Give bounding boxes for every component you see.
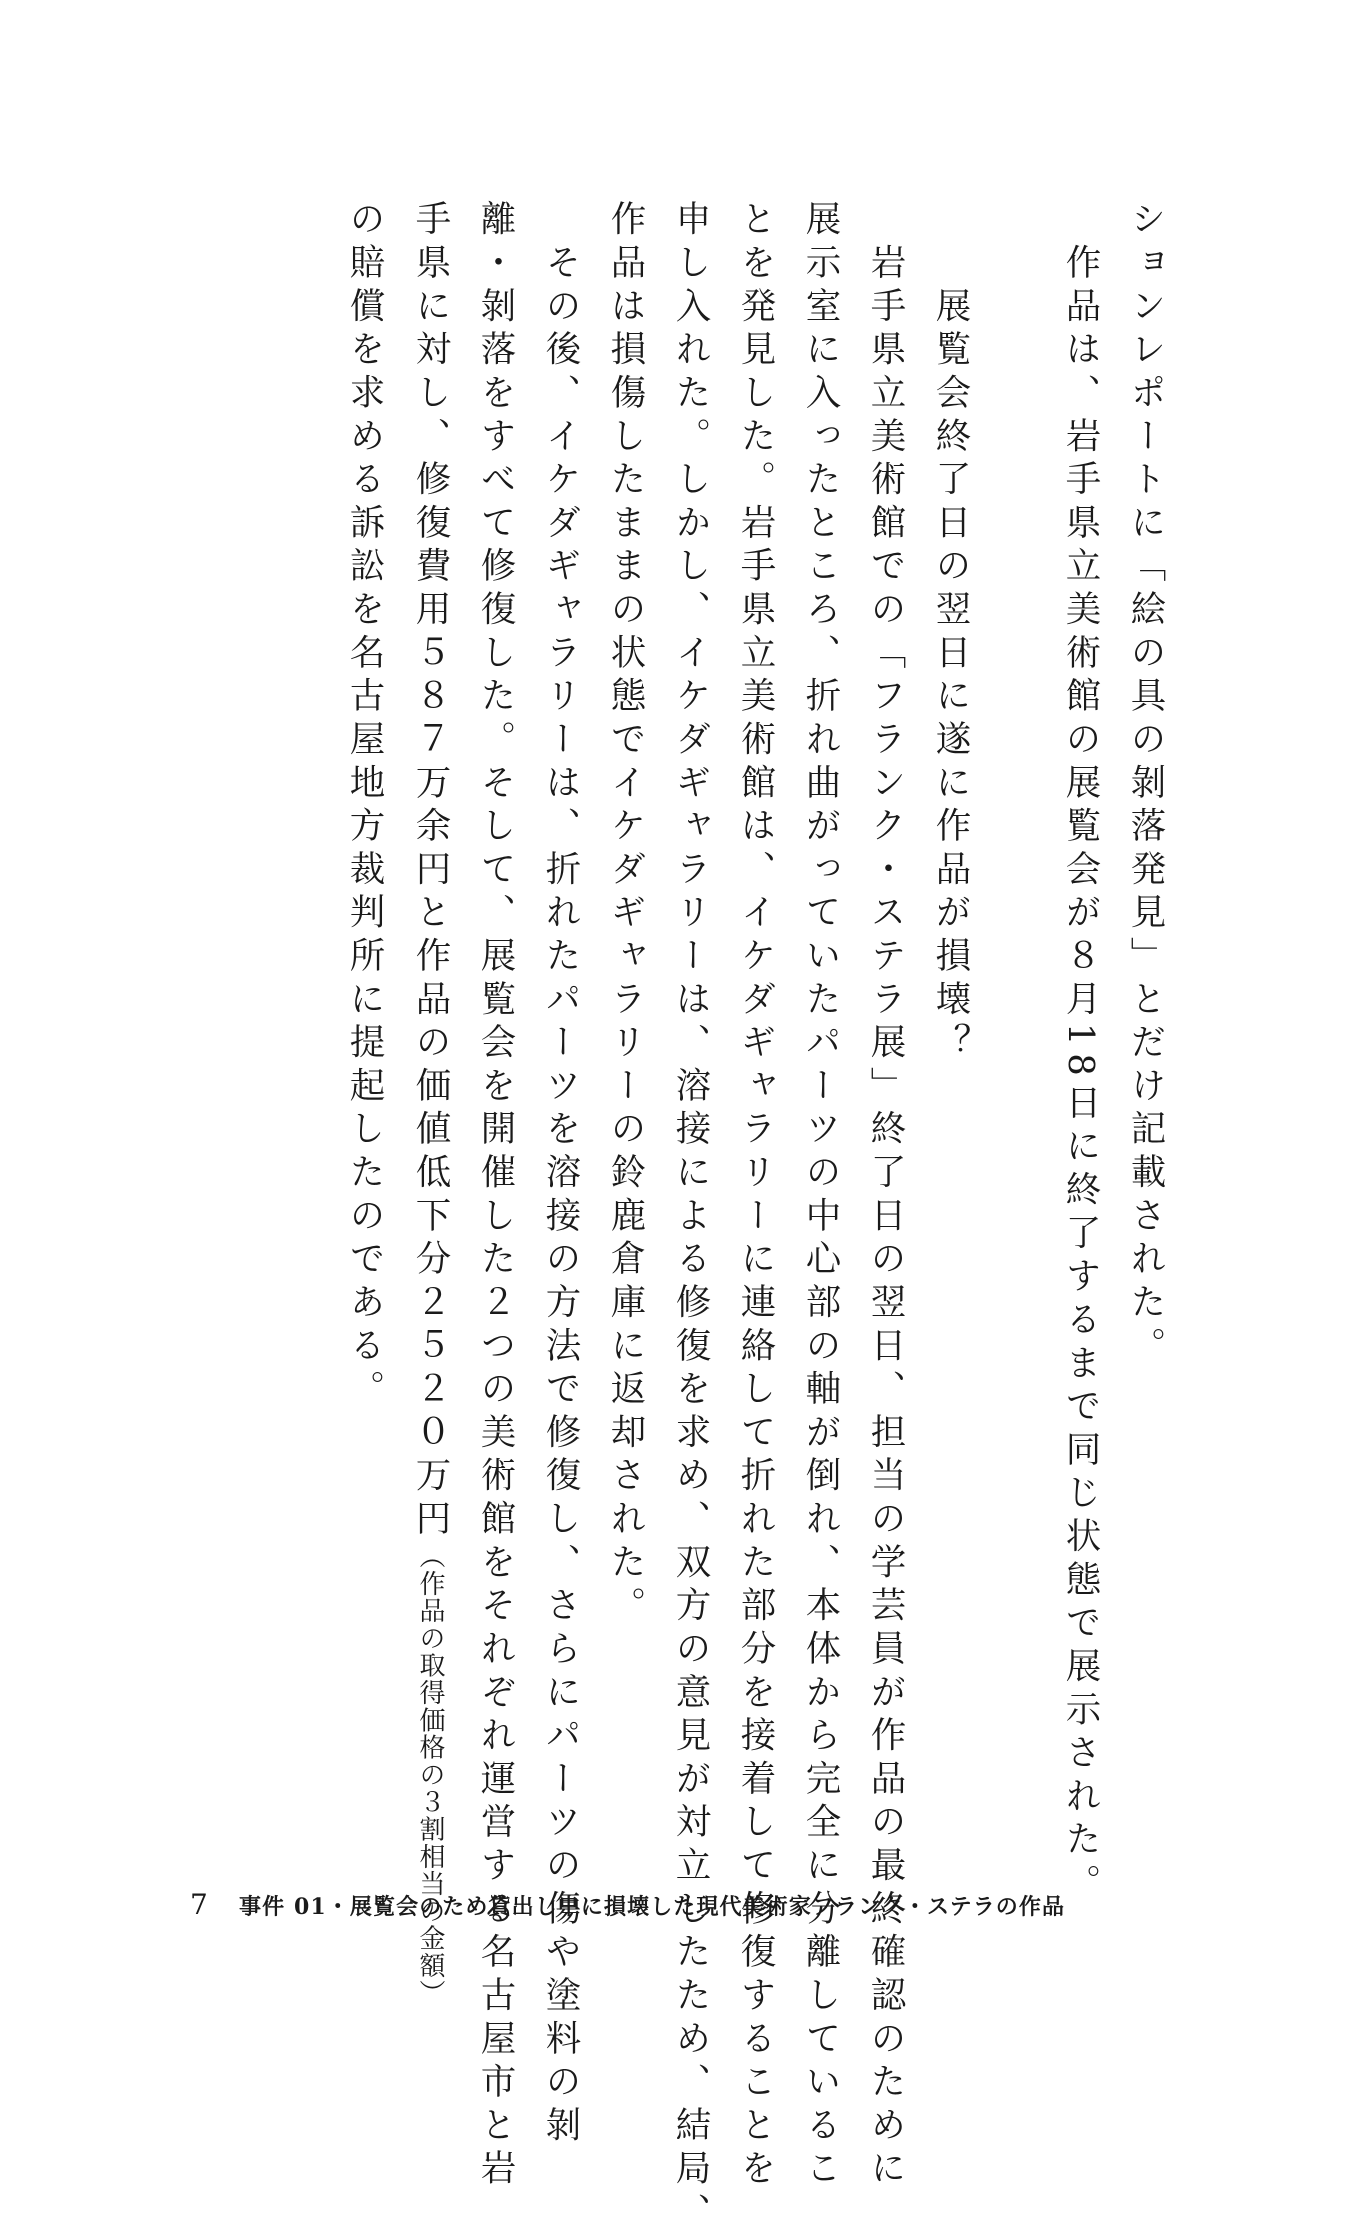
text-line: 展示室に入ったところ、折れ曲がっていたパーツの中心部の軸が倒れ、本体から完全に分離しているこ: [800, 200, 841, 2193]
section-heading: 展覧会終了日の翌日に遂に作品が損壊？: [930, 200, 971, 1067]
text-line: 作品は損傷したままの状態でイケダギャラリーの鈴鹿倉庫に返却された。: [605, 200, 646, 1630]
text-line: ションレポートに「絵の具の剝落発見」とだけ記載された。: [1125, 200, 1166, 1370]
text-line: 離・剝落をすべて修復した。そして、展覧会を開催した２つの美術館をそれぞれ運営する名古屋市と岩: [475, 200, 516, 2193]
text-line: 作品は、岩手県立美術館の展覧会が８月18日に終了するまで同じ状態で展示された。: [1060, 200, 1101, 1907]
text-line: 岩手県立美術館での「フランク・ステラ展」終了日の翌日、担当の学芸員が作品の最終確認のために: [865, 200, 906, 2193]
text-line: 申し入れた。しかし、イケダギャラリーは、溶接による修復を求め、双方の意見が対立したため、結局、: [670, 200, 711, 2236]
text-fragment: 手県に対し、修復費用５８７万余円と作品の価値低下分２５２０万円: [410, 200, 451, 1543]
text-line: の賠償を求める訴訟を名古屋地方裁判所に提起したのである。: [344, 200, 385, 1413]
text-line: その後、イケダギャラリーは、折れたパーツを溶接の方法で修復し、さらにパーツの傷や塗料の剝: [540, 200, 581, 2149]
text-line: とを発見した。岩手県立美術館は、イケダギャラリーに連絡して折れた部分を接着して修復することを: [735, 200, 776, 2193]
text-line-with-note: [397, 200, 463, 2007]
inline-note: （作品の取得価格の３割相当の金額）: [415, 1542, 445, 2007]
blank-line: [983, 200, 1048, 1820]
page-number: 7: [190, 1888, 209, 1921]
page-footer: [190, 1888, 1065, 1921]
running-title: 事件 01・展覧会のため貸出し中に損壊した現代美術家フランク・ステラの作品: [239, 1894, 1066, 1920]
